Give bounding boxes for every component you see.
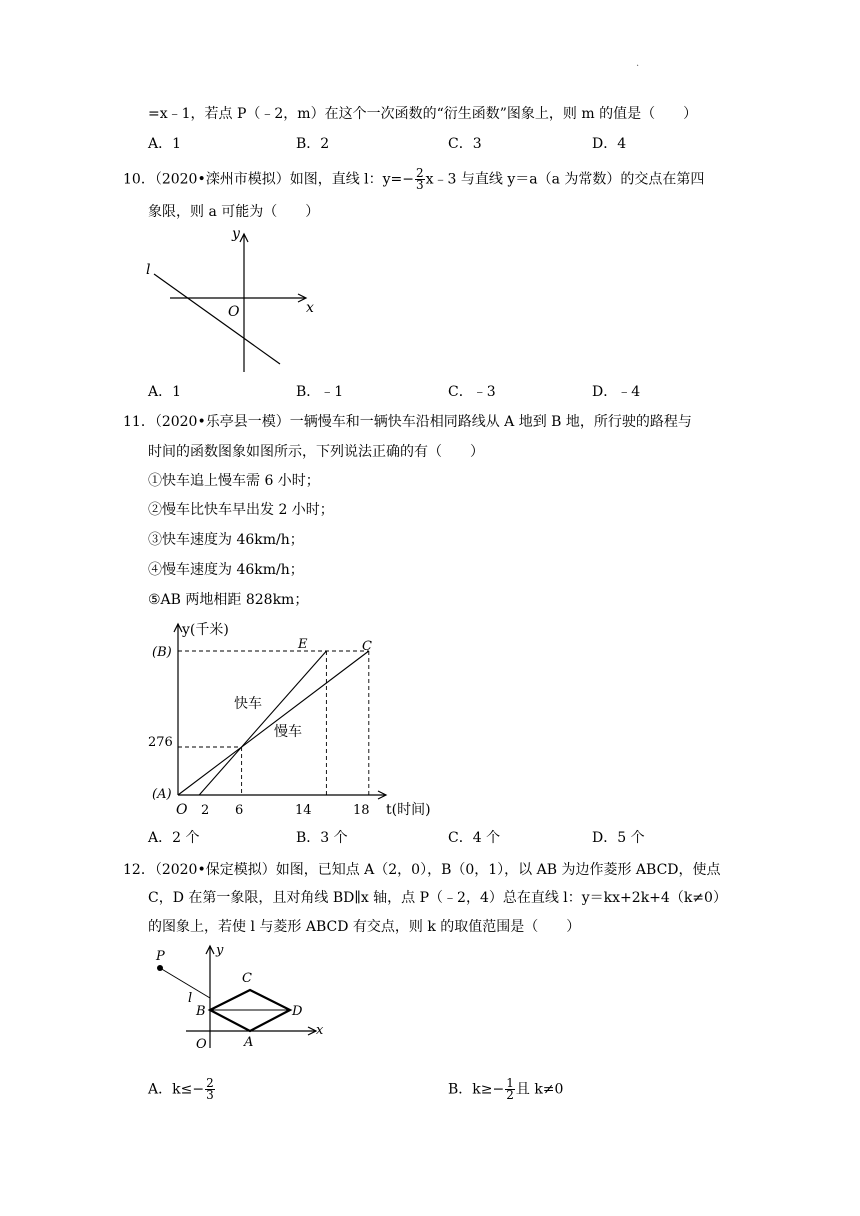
q10-text-a: 10．（2020•滦州市模拟）如图，直线 l：y=− — [123, 171, 414, 188]
q12-line-l — [160, 968, 210, 998]
q12-option-a-text: A．k≤− — [148, 1081, 205, 1098]
q12-option-b-text: B．k≥− — [448, 1081, 505, 1098]
q12-text-line1: 12．（2020•保定模拟）如图，已知点 A（2，0），B（0，1），以 AB 为边作菱形 ABCD，使点 — [123, 862, 721, 878]
q11-option-a: A．2 个 — [148, 830, 200, 846]
q11-e-label: E — [298, 637, 308, 652]
q12-d-label: D — [292, 1004, 303, 1019]
q10-origin-label: O — [228, 304, 240, 320]
q10-option-d: D．﹣4 — [592, 384, 641, 400]
q10-y-label: y — [232, 226, 240, 242]
q11-fast-label: 快车 — [234, 696, 262, 712]
q12-y-label: y — [216, 943, 224, 958]
q11-series — [178, 651, 369, 795]
q11-x-tick-18: 18 — [353, 803, 370, 818]
q11-slow-label: 慢车 — [274, 724, 302, 740]
q10-x-label: x — [306, 300, 314, 316]
q12-option-b-den: 2 — [506, 1088, 514, 1102]
q9-text: =x﹣1，若点 P（﹣2，m）在这个一次函数的“衍生函数”图象上，则 m 的值是（ ） — [148, 106, 698, 122]
q12-option-b-num: 1 — [506, 1076, 514, 1090]
header-dot: . — [636, 58, 640, 69]
q11-option-c: C．4 个 — [448, 830, 501, 846]
q10-option-a: A．1 — [148, 384, 182, 400]
q10-option-b: B．﹣1 — [296, 384, 344, 400]
q12-l-label: l — [188, 991, 193, 1006]
q11-chart — [146, 618, 446, 818]
q12-o-label: O — [196, 1037, 207, 1052]
q9-option-c: C．3 — [448, 136, 482, 152]
q12-a-label: A — [244, 1035, 254, 1050]
q11-x-tick-2: 2 — [201, 803, 210, 818]
q10-l-label: l — [146, 262, 151, 278]
q11-c-label: C — [362, 639, 372, 654]
q12-text-line3: 的图象上，若使 l 与菱形 ABCD 有交点，则 k 的取值范围是（ ） — [148, 919, 581, 935]
q11-x-label: t(时间) — [386, 802, 431, 818]
q11-y-tick-276: 276 — [148, 735, 173, 750]
q11-origin-label: O — [176, 802, 188, 818]
q12-option-a-den: 3 — [206, 1088, 214, 1102]
q12-b-label: B — [196, 1004, 206, 1019]
q11-statement-2: ②慢车比快车早出发 2 小时； — [148, 502, 334, 518]
q12-p-label: P — [156, 949, 165, 964]
q11-b-label: (B) — [152, 645, 172, 660]
q10-fraction — [415, 168, 425, 191]
q12-option-a-fraction — [205, 1078, 215, 1101]
q9-option-a: A．1 — [148, 136, 182, 152]
q11-series-slow-line — [178, 651, 369, 795]
q9-option-b: B．2 — [296, 136, 330, 152]
q11-statement-3: ③快车速度为 46km/h； — [148, 532, 304, 548]
q10-line-l — [154, 274, 280, 364]
q10-figure — [140, 226, 320, 376]
q11-series-fast-line — [199, 651, 326, 795]
q12-text-line2: C，D 在第一象限，且对角线 BD∥x 轴，点 P（﹣2，4）总在直线 l：y＝kx+2k+4（k≠0） — [148, 890, 727, 906]
q12-option-a-num: 2 — [206, 1076, 214, 1090]
q12-figure — [146, 942, 336, 1052]
q11-text-line1: 11．（2020•乐亭县一模）一辆慢车和一辆快车沿相同路线从 A 地到 B 地，所行驶的路程与 — [123, 414, 692, 430]
q10-text-line1 — [123, 168, 704, 191]
q11-x-tick-14: 14 — [295, 803, 312, 818]
q11-statement-4: ④慢车速度为 46km/h； — [148, 562, 304, 578]
q10-text-line2: 象限，则 a 可能为（ ） — [148, 204, 320, 220]
q12-option-b-suffix: 且 k≠0 — [515, 1081, 564, 1098]
q10-frac-num: 2 — [416, 166, 424, 180]
q9-option-d: D．4 — [592, 136, 627, 152]
q11-statement-5: ⑤AB 两地相距 828km； — [148, 592, 309, 608]
q12-option-a — [148, 1078, 216, 1101]
q10-frac-den: 3 — [416, 178, 424, 192]
q12-x-label: x — [316, 1023, 324, 1038]
q11-a-label: (A) — [152, 787, 172, 802]
q11-statement-1: ①快车追上慢车需 6 小时； — [148, 473, 320, 489]
q11-option-b: B．3 个 — [296, 830, 348, 846]
q10-option-c: C．﹣3 — [448, 384, 496, 400]
q12-option-b — [448, 1078, 563, 1101]
q11-option-d: D．5 个 — [592, 830, 645, 846]
q11-x-tick-6: 6 — [235, 803, 244, 818]
q12-point-p — [157, 965, 163, 971]
q11-y-label: y(千米) — [182, 622, 229, 638]
q12-option-b-fraction — [505, 1078, 515, 1101]
q12-c-label: C — [242, 971, 252, 986]
q10-text-b: x﹣3 与直线 y＝a（a 为常数）的交点在第四 — [425, 171, 705, 188]
q11-text-line2: 时间的函数图象如图所示，下列说法正确的有（ ） — [148, 444, 484, 460]
